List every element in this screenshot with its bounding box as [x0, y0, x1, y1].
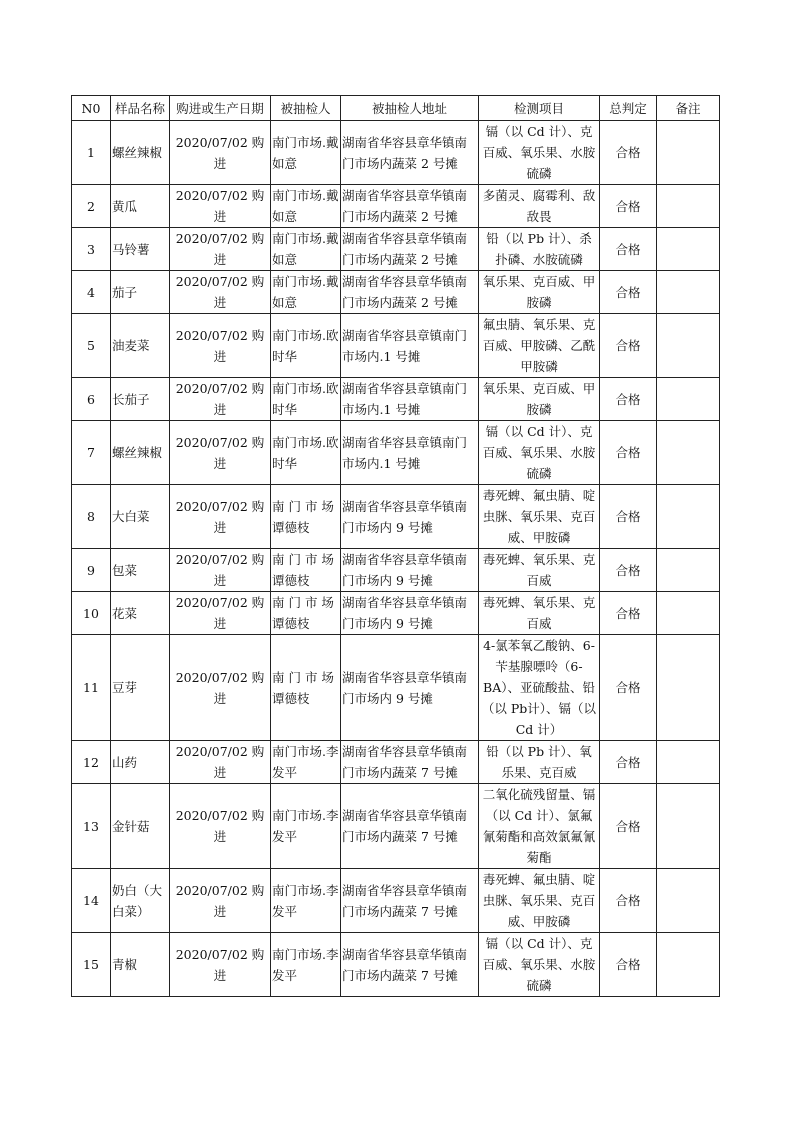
inspected-party-cell: 南门市场.欧时华: [271, 314, 341, 378]
date-cell: 2020/07/02 购进: [170, 869, 271, 933]
inspected-party-cell: 南门市场.李发平: [271, 933, 341, 997]
inspected-party-cell: 南 门 市 场谭德枝: [271, 549, 341, 592]
note-cell: [657, 869, 720, 933]
note-cell: [657, 185, 720, 228]
result-cell: 合格: [600, 421, 657, 485]
row-no-cell: 11: [72, 635, 111, 741]
test-items-cell: 铅（以 Pb 计）、氧乐果、克百威: [479, 741, 600, 784]
row-no-cell: 6: [72, 378, 111, 421]
note-cell: [657, 228, 720, 271]
inspected-party-cell: 南门市场.戴如意: [271, 271, 341, 314]
sample-name-cell: 大白菜: [111, 485, 170, 549]
address-cell: 湖南省华容县章华镇南门市场内蔬菜 7 号摊: [341, 933, 479, 997]
test-items-cell: 毒死蜱、氧乐果、克百威: [479, 549, 600, 592]
header-note: 备注: [657, 96, 720, 121]
result-cell: 合格: [600, 314, 657, 378]
row-no-cell: 2: [72, 185, 111, 228]
header-address: 被抽检人地址: [341, 96, 479, 121]
inspection-results-table: [71, 95, 720, 997]
table-row: [72, 549, 720, 592]
inspected-party-cell: 南门市场.李发平: [271, 741, 341, 784]
test-items-cell: 氧乐果、克百威、甲胺磷: [479, 271, 600, 314]
row-no-cell: 9: [72, 549, 111, 592]
table-row: [72, 271, 720, 314]
note-cell: [657, 549, 720, 592]
table-row: [72, 121, 720, 185]
sample-name-cell: 青椒: [111, 933, 170, 997]
sample-name-cell: 包菜: [111, 549, 170, 592]
address-cell: 湖南省华容县章镇南门市场内.1 号摊: [341, 314, 479, 378]
sample-name-cell: 山药: [111, 741, 170, 784]
row-no-cell: 13: [72, 784, 111, 869]
date-cell: 2020/07/02 购进: [170, 549, 271, 592]
date-cell: 2020/07/02 购进: [170, 741, 271, 784]
note-cell: [657, 485, 720, 549]
sample-name-cell: 豆芽: [111, 635, 170, 741]
table-row: [72, 314, 720, 378]
result-cell: 合格: [600, 378, 657, 421]
date-cell: 2020/07/02 购进: [170, 121, 271, 185]
header-test-items: 检测项目: [479, 96, 600, 121]
inspected-party-cell: 南门市场.欧时华: [271, 421, 341, 485]
inspected-party-cell: 南门市场.戴如意: [271, 121, 341, 185]
sample-name-cell: 茄子: [111, 271, 170, 314]
inspected-party-cell: 南门市场.李发平: [271, 784, 341, 869]
note-cell: [657, 314, 720, 378]
table-row: [72, 378, 720, 421]
test-items-cell: 氟虫腈、氧乐果、克百威、甲胺磷、乙酰甲胺磷: [479, 314, 600, 378]
sample-name-cell: 长茄子: [111, 378, 170, 421]
address-cell: 湖南省华容县章华镇南门市场内蔬菜 2 号摊: [341, 271, 479, 314]
table-row: [72, 784, 720, 869]
address-cell: 湖南省华容县章华镇南门市场内 9 号摊: [341, 549, 479, 592]
address-cell: 湖南省华容县章镇南门市场内.1 号摊: [341, 421, 479, 485]
row-no-cell: 10: [72, 592, 111, 635]
table-row: [72, 592, 720, 635]
sample-name-cell: 金针菇: [111, 784, 170, 869]
row-no-cell: 14: [72, 869, 111, 933]
test-items-cell: 毒死蜱、氟虫腈、啶虫脒、氧乐果、克百威、甲胺磷: [479, 485, 600, 549]
result-cell: 合格: [600, 869, 657, 933]
sample-name-cell: 奶白（大白菜）: [111, 869, 170, 933]
note-cell: [657, 933, 720, 997]
header-result: 总判定: [600, 96, 657, 121]
row-no-cell: 15: [72, 933, 111, 997]
test-items-cell: 毒死蜱、氧乐果、克百威: [479, 592, 600, 635]
header-sample-name: 样品名称: [111, 96, 170, 121]
row-no-cell: 3: [72, 228, 111, 271]
date-cell: 2020/07/02 购进: [170, 228, 271, 271]
inspected-party-cell: 南门市场.欧时华: [271, 378, 341, 421]
result-cell: 合格: [600, 741, 657, 784]
note-cell: [657, 421, 720, 485]
date-cell: 2020/07/02 购进: [170, 378, 271, 421]
header-no: N0: [72, 96, 111, 121]
result-cell: 合格: [600, 635, 657, 741]
note-cell: [657, 635, 720, 741]
result-cell: 合格: [600, 121, 657, 185]
date-cell: 2020/07/02 购进: [170, 784, 271, 869]
table-row: [72, 741, 720, 784]
address-cell: 湖南省华容县章华镇南门市场内 9 号摊: [341, 485, 479, 549]
note-cell: [657, 592, 720, 635]
date-cell: 2020/07/02 购进: [170, 185, 271, 228]
result-cell: 合格: [600, 228, 657, 271]
note-cell: [657, 741, 720, 784]
inspected-party-cell: 南门市场.戴如意: [271, 185, 341, 228]
date-cell: 2020/07/02 购进: [170, 421, 271, 485]
sample-name-cell: 花菜: [111, 592, 170, 635]
row-no-cell: 12: [72, 741, 111, 784]
address-cell: 湖南省华容县章华镇南门市场内蔬菜 2 号摊: [341, 228, 479, 271]
table-row: [72, 228, 720, 271]
address-cell: 湖南省华容县章华镇南门市场内蔬菜 2 号摊: [341, 185, 479, 228]
test-items-cell: 4-氯苯氧乙酸钠、6-苄基腺嘌呤（6-BA）、亚硫酸盐、铅（以 Pb计）、镉（以 Cd 计）: [479, 635, 600, 741]
table-row: [72, 185, 720, 228]
inspected-party-cell: 南 门 市 场谭德枝: [271, 635, 341, 741]
header-inspected-party: 被抽检人: [271, 96, 341, 121]
table-header-row: [72, 96, 720, 121]
result-cell: 合格: [600, 485, 657, 549]
test-items-cell: 镉（以 Cd 计）、克百威、氧乐果、水胺硫磷: [479, 421, 600, 485]
date-cell: 2020/07/02 购进: [170, 485, 271, 549]
address-cell: 湖南省华容县章华镇南门市场内 9 号摊: [341, 635, 479, 741]
address-cell: 湖南省华容县章华镇南门市场内蔬菜 7 号摊: [341, 869, 479, 933]
table-row: [72, 485, 720, 549]
row-no-cell: 1: [72, 121, 111, 185]
address-cell: 湖南省华容县章华镇南门市场内蔬菜 2 号摊: [341, 121, 479, 185]
table-row: [72, 869, 720, 933]
inspected-party-cell: 南 门 市 场谭德枝: [271, 592, 341, 635]
address-cell: 湖南省华容县章镇南门市场内.1 号摊: [341, 378, 479, 421]
result-cell: 合格: [600, 933, 657, 997]
test-items-cell: 多菌灵、腐霉利、敌敌畏: [479, 185, 600, 228]
note-cell: [657, 378, 720, 421]
sample-name-cell: 油麦菜: [111, 314, 170, 378]
row-no-cell: 8: [72, 485, 111, 549]
inspected-party-cell: 南 门 市 场谭德枝: [271, 485, 341, 549]
row-no-cell: 7: [72, 421, 111, 485]
address-cell: 湖南省华容县章华镇南门市场内 9 号摊: [341, 592, 479, 635]
sample-name-cell: 黄瓜: [111, 185, 170, 228]
note-cell: [657, 121, 720, 185]
date-cell: 2020/07/02 购进: [170, 271, 271, 314]
inspected-party-cell: 南门市场.戴如意: [271, 228, 341, 271]
inspected-party-cell: 南门市场.李发平: [271, 869, 341, 933]
date-cell: 2020/07/02 购进: [170, 314, 271, 378]
sample-name-cell: 螺丝辣椒: [111, 421, 170, 485]
table-row: [72, 635, 720, 741]
address-cell: 湖南省华容县章华镇南门市场内蔬菜 7 号摊: [341, 741, 479, 784]
table-row: [72, 933, 720, 997]
table-row: [72, 421, 720, 485]
result-cell: 合格: [600, 549, 657, 592]
result-cell: 合格: [600, 185, 657, 228]
note-cell: [657, 271, 720, 314]
test-items-cell: 铅（以 Pb 计）、杀扑磷、水胺硫磷: [479, 228, 600, 271]
test-items-cell: 毒死蜱、氟虫腈、啶虫脒、氧乐果、克百威、甲胺磷: [479, 869, 600, 933]
note-cell: [657, 784, 720, 869]
date-cell: 2020/07/02 购进: [170, 592, 271, 635]
sample-name-cell: 螺丝辣椒: [111, 121, 170, 185]
address-cell: 湖南省华容县章华镇南门市场内蔬菜 7 号摊: [341, 784, 479, 869]
row-no-cell: 4: [72, 271, 111, 314]
sample-name-cell: 马铃薯: [111, 228, 170, 271]
header-date: 购进或生产日期: [170, 96, 271, 121]
result-cell: 合格: [600, 592, 657, 635]
test-items-cell: 镉（以 Cd 计）、克百威、氧乐果、水胺硫磷: [479, 121, 600, 185]
test-items-cell: 镉（以 Cd 计）、克百威、氧乐果、水胺硫磷: [479, 933, 600, 997]
row-no-cell: 5: [72, 314, 111, 378]
date-cell: 2020/07/02 购进: [170, 933, 271, 997]
result-cell: 合格: [600, 271, 657, 314]
result-cell: 合格: [600, 784, 657, 869]
date-cell: 2020/07/02 购进: [170, 635, 271, 741]
test-items-cell: 氧乐果、克百威、甲胺磷: [479, 378, 600, 421]
test-items-cell: 二氧化硫残留量、镉（以 Cd 计）、氯氟氰菊酯和高效氯氟氰菊酯: [479, 784, 600, 869]
